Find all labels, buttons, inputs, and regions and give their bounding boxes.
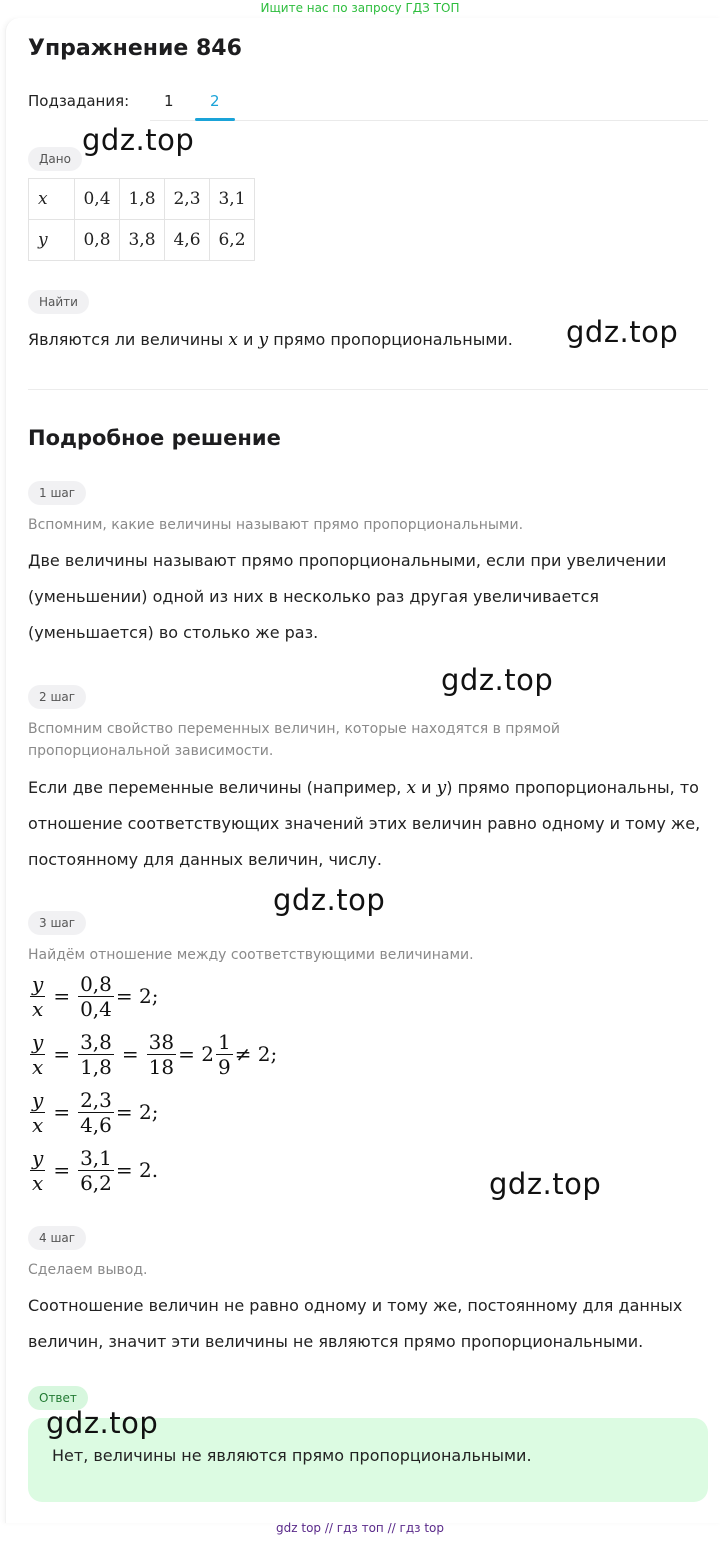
table-cell: 4,6 [165,220,210,261]
step-2-conj: и [421,778,432,797]
top-banner: Ищите нас по запросу ГДЗ ТОП [260,1,460,15]
given-table [28,178,255,261]
table-cell: 6,2 [210,220,255,261]
answer-badge: Ответ [28,1386,88,1410]
find-text [28,322,513,358]
table-row [29,220,255,261]
active-tab-indicator [195,118,235,121]
watermark: gdz.top [489,1167,602,1201]
footer-link[interactable]: гдз top [399,1521,444,1535]
step-badge: 3 шаг [28,911,86,935]
footer-link[interactable]: гдз топ [336,1521,384,1535]
footer-link[interactable]: gdz top [276,1521,322,1535]
subtask-tab-1[interactable]: 1 [164,92,174,110]
eq-den: 18 [148,1054,175,1079]
find-badge-wrap [28,290,89,314]
eq-den: 6,2 [80,1170,112,1195]
step-1-badge-wrap [28,481,86,505]
eq-num: 3,1 [80,1145,112,1170]
eq-num: 1 [217,1029,231,1054]
step-badge: 4 шаг [28,1226,86,1250]
step-1-hint: Вспомним, какие величины называют прямо пропорциональными. [28,517,524,533]
step-1-text: Две величины называют прямо пропорциональными, если при увеличении (уменьшении) одной из них в несколько раз другая увеличивается (уменьшается) во столько же раз. [28,551,667,642]
section-divider [28,389,708,390]
step-4-badge-wrap [28,1226,86,1250]
var-x: x [406,778,417,798]
step-4-text: Соотношение величин не равно одному и тому же, постоянному для данных величин, значит эти величины не являются прямо пропорциональными. [28,1296,683,1351]
eq-den: 0,4 [80,996,112,1021]
find-text-after: прямо пропорциональными. [273,330,513,349]
step-2-text [28,770,718,878]
subtask-tab-2[interactable]: 2 [210,92,220,110]
watermark: gdz.top [273,883,386,917]
eq-num: 3,8 [80,1029,112,1054]
equation-4: $\frac{y}{x}$ = $\frac{3,1}{6,2}$ = 2. [32,1145,159,1195]
table-cell: 3,8 [120,220,165,261]
footer-separator: // [387,1521,396,1535]
step-3-hint: Найдём отношение между соответствующими величинами. [28,947,474,963]
eq-num: 0,8 [80,971,112,996]
eq-den: 4,6 [80,1112,112,1137]
table-cell: y [29,220,75,261]
step-2-hint: Вспомним свойство переменных величин, которые находятся в прямой пропорциональной зависимости. [28,721,560,759]
equations [28,967,277,1199]
var-y: y [436,778,447,798]
equation-3: $\frac{y}{x}$ = $\frac{2,3}{4,6}$ = 2; [32,1087,159,1137]
eq-result: = 2. [115,1158,159,1182]
step-2-text-after: ) прямо пропорциональны, то отношение соответствующих значений этих величин равно одному и тому же, постоянному для данных величин, числу. [28,778,701,869]
watermark: gdz.top [441,663,554,697]
table-cell: 2,3 [165,179,210,220]
step-badge: 1 шаг [28,481,86,505]
eq-result: = 2; [115,1100,159,1124]
eq-result: ≠ 2; [234,1042,278,1066]
watermark: gdz.top [46,1406,159,1440]
table-row [29,179,255,220]
table-cell: x [29,179,75,220]
find-text-before: Являются ли величины [28,330,224,349]
answer-text: Нет, величины не являются прямо пропорциональными. [52,1446,532,1465]
equation-1: $\frac{y}{x}$ = $\frac{0,8}{0,4}$ = 2; [32,971,159,1021]
table-cell: 3,1 [210,179,255,220]
eq-den: 1,8 [80,1054,112,1079]
solution-title: Подробное решение [28,426,281,450]
step-2-badge-wrap [28,685,86,709]
given-badge: Дано [28,147,82,171]
table-cell: 0,8 [75,220,120,261]
footer-separator: // [324,1521,333,1535]
step-4-hint: Сделаем вывод. [28,1262,148,1278]
equation-2: $\frac{y}{x}$ = $\frac{3,8}{1,8}$ = $\frac{38}{18}$ = 2 $\frac{1}{9}$ ≠ 2; [32,1029,278,1079]
var-y: y [258,330,269,350]
step-3-badge-wrap [28,911,86,935]
subtasks-label: Подзадания: [28,92,130,110]
eq-num: 38 [148,1029,175,1054]
table-cell: 0,4 [75,179,120,220]
eq-result: = 2; [115,984,159,1008]
eq-den: 9 [217,1054,231,1079]
find-badge: Найти [28,290,89,314]
watermark: gdz.top [82,123,195,157]
var-x: x [228,330,238,350]
step-2-text-before: Если две переменные величины (например, [28,778,402,797]
find-conj: и [243,330,254,349]
exercise-title: Упражнение 846 [28,36,242,61]
eq-num: 2,3 [80,1087,112,1112]
watermark: gdz.top [566,315,679,349]
eq-whole: = 2 [178,1042,214,1066]
table-cell: 1,8 [120,179,165,220]
footer-links [0,1521,720,1535]
given-badge-wrap [28,147,82,171]
step-badge: 2 шаг [28,685,86,709]
